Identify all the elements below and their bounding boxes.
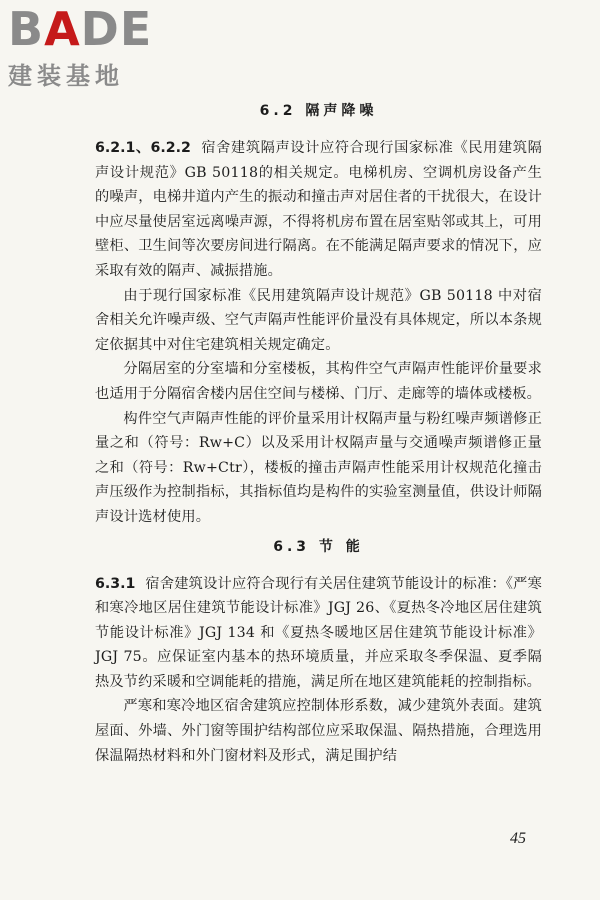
clause-text: 宿舍建筑隔声设计应符合现行国家标准《民用建筑隔声设计规范》GB 50118的相关规定。电梯机房、空调机房设备产生的噪声，电梯井道内产生的振动和撞击声对居住者的干扰很大，在设计中应尽量使居室远离噪声源，不得将机房布置在居室贴邻或其上，可用壁柜、卫生间等次要房间进行隔离。在不能满足隔声要求的情况下，应采取有效的隔声、减振措施。 bbox=[95, 140, 542, 279]
clause-number: 6.3.1 bbox=[95, 575, 136, 592]
logo-letters-de: DE bbox=[80, 2, 153, 56]
paragraph: 分隔居室的分室墙和分室楼板，其构件空气声隔声性能评价量要求也适用于分隔宿舍楼内居住空间与楼梯、门厅、走廊等的墙体或楼板。 bbox=[95, 361, 542, 402]
brand-logo bbox=[8, 4, 178, 91]
section-title-6-2: 6.2 隔声降噪 bbox=[259, 103, 378, 119]
clause-6-2-1 bbox=[95, 136, 542, 284]
clause-text: 宿舍建筑设计应符合现行有关居住建筑节能设计的标准：《严寒和寒冷地区居住建筑节能设计标准》JGJ 26、《夏热冬冷地区居住建筑节能设计标准》JGJ 134 和《夏热冬暖地区居住建筑节能设计标准》JGJ 75。应保证室内基本的热环境质量，并应采取冬季保温、夏季隔热及节约采暖和空调能耗的措施，满足所在地区建筑能耗的控制指标。 bbox=[95, 575, 542, 690]
paragraph: 由于现行国家标准《民用建筑隔声设计规范》GB 50118 中对宿舍相关允许噪声级、空气声隔声性能评价量没有具体规定，所以本条规定依据其中对住宅建筑相关规定确定。 bbox=[95, 287, 542, 353]
page-number: 45 bbox=[510, 830, 526, 847]
logo-letter-a: A bbox=[44, 2, 81, 56]
section-title-6-3: 6.3 节 能 bbox=[273, 538, 364, 555]
clause-number: 6.2.1、6.2.2 bbox=[95, 140, 191, 156]
clause-6-3-1 bbox=[95, 572, 542, 695]
logo-wordmark bbox=[8, 4, 178, 54]
logo-letter-b: B bbox=[8, 2, 45, 56]
document-body bbox=[95, 100, 542, 768]
paragraph: 构件空气声隔声性能的评价量采用计权隔声量与粉红噪声频谱修正量之和（符号：Rw+C）以及采用计权隔声量与交通噪声频谱修正量之和（符号：Rw+Ctr），楼板的撞击声隔声性能采用计权规范化撞击声压级作为控制指标，其指标值均是构件的实验室测量值，供设计师隔声设计选材使用。 bbox=[95, 410, 542, 525]
paragraph: 严寒和寒冷地区宿舍建筑应控制体形系数，减少建筑外表面。建筑屋面、外墙、外门窗等围护结构部位应采取保温、隔热措施，合理选用保温隔热材料和外门窗材料及形式，满足围护结 bbox=[95, 698, 542, 764]
logo-tagline: 建装基地 bbox=[8, 62, 124, 90]
